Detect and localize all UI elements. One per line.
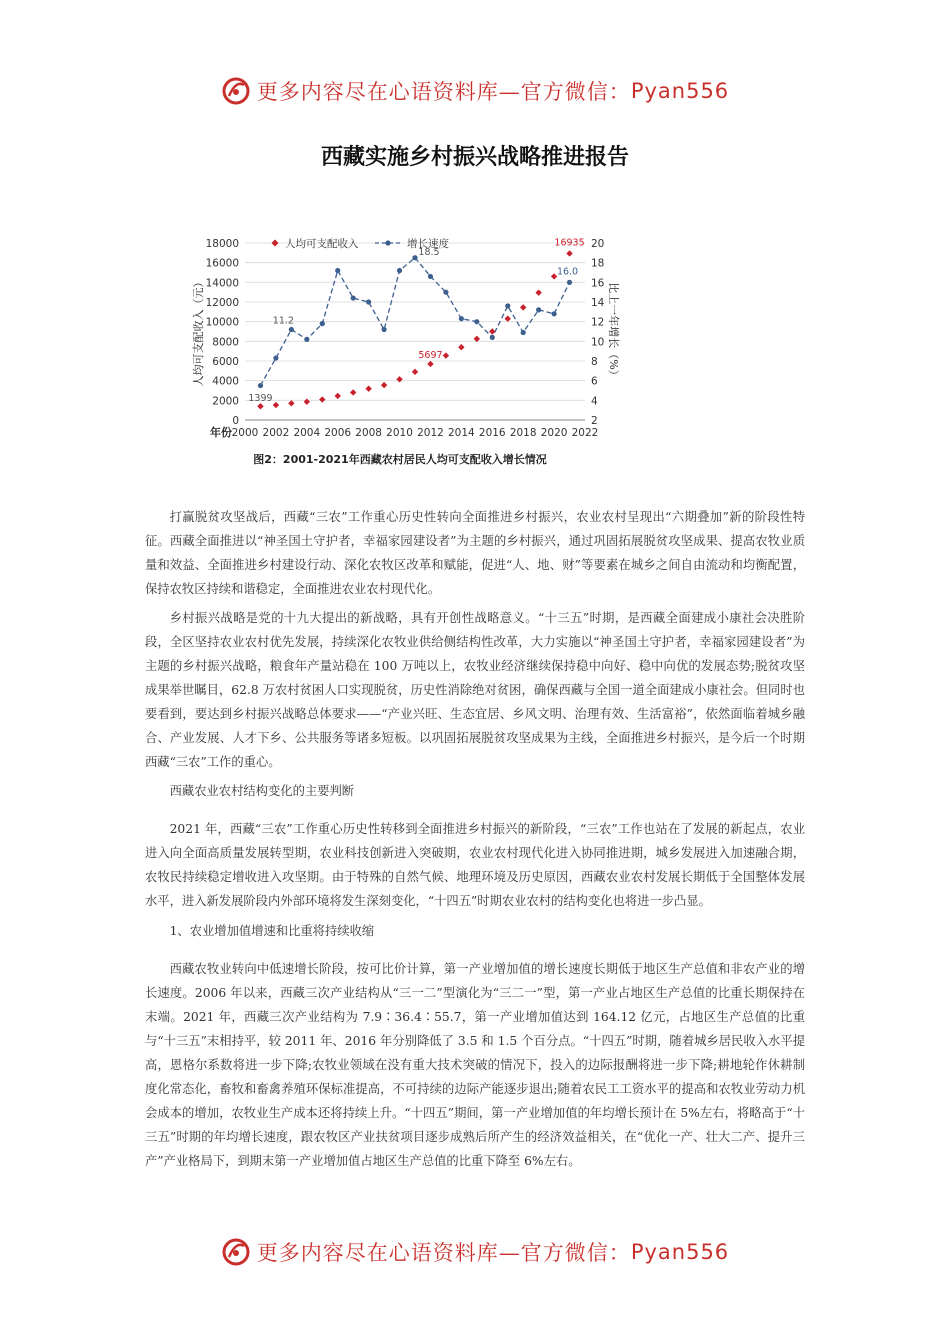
growth-point <box>381 327 386 332</box>
growth-point <box>320 321 325 326</box>
legend-income-label: 人均可支配收入 <box>285 238 359 250</box>
income-point <box>381 382 387 388</box>
income-point <box>396 376 402 382</box>
income-point <box>520 304 526 310</box>
income-point <box>365 386 371 392</box>
growth-point <box>521 330 526 335</box>
x-tick-label: 2014 <box>447 427 475 439</box>
income-point <box>505 316 511 322</box>
x-tick-label: 2002 <box>262 427 290 439</box>
left-tick-label: 12000 <box>205 297 239 309</box>
section-heading: 西藏农业农村结构变化的主要判断 <box>169 784 355 798</box>
growth-point <box>335 268 340 273</box>
left-tick-label: 0 <box>232 415 239 427</box>
income-growth-chart <box>190 228 620 473</box>
x-tick-label: 2008 <box>355 427 383 439</box>
x-tick-label: 2010 <box>386 427 413 439</box>
left-tick-label: 10000 <box>205 316 239 329</box>
legend-growth-marker <box>385 240 390 245</box>
right-tick-label: 14 <box>591 297 605 309</box>
banner-text: 更多内容尽在心语资料库—官方微信： <box>256 1241 631 1265</box>
income-point <box>273 402 279 408</box>
growth-point <box>474 319 479 324</box>
income-point <box>443 352 449 358</box>
income-point <box>566 250 572 256</box>
banner-wechat-id: Pyan556 <box>630 79 730 103</box>
data-label: 1399 <box>248 393 273 405</box>
right-tick-label: 20 <box>591 238 605 250</box>
paragraph-judgement: 2021 年，西藏“三农”工作重心历史性转移到全面推进乡村振兴的新阶段，“三农”工作也站在了发展的新起点，农业进入向全面高质量发展转型期，农业科技创新进入突破期，农业农村现代化进入协同推进期，城乡发展进入加速融合期，农牧民持续稳定增收进入攻坚期。由于特殊的自然气候、地理环境及历史原因，西藏农业农村发展长期低于全国整体发展水平，进入新发展阶段内外部环境将发生深刻变化，“十四五”时期农业农村的结构变化也将进一步凸显。 <box>145 822 805 908</box>
right-tick-label: 18 <box>591 257 605 270</box>
x-axis-label: 年份 <box>210 426 232 439</box>
right-tick-label: 2 <box>591 415 598 427</box>
chart-svg <box>190 228 620 473</box>
right-tick-label: 6 <box>591 375 598 388</box>
x-tick-label: 2018 <box>509 427 537 439</box>
growth-point <box>304 337 309 342</box>
subsection-heading: 1、农业增加值增速和比重将持续收缩 <box>169 924 375 938</box>
header-banner <box>0 76 950 106</box>
income-point <box>458 344 464 350</box>
left-tick-label: 16000 <box>205 257 239 270</box>
legend-growth-label: 增长速度 <box>407 238 449 250</box>
income-point <box>350 389 356 395</box>
paragraph-intro: 打赢脱贫攻坚战后，西藏“三农”工作重心历史性转向全面推进乡村振兴，农业农村呈现出“六期叠加”新的阶段性特征。西藏全面推进以“神圣国土守护者，幸福家园建设者”为主题的乡村振兴，通过巩固拓展脱贫攻坚成果、提高农牧业质量和效益、全面推进乡村建设行动、深化农牧区改革和赋能，促进“人、地、财”等要素在城乡之间自由流动和均衡配置，保持农牧区持续和谐稳定，全面推进农业农村现代化。 <box>145 510 805 596</box>
growth-point <box>443 290 448 295</box>
growth-point <box>567 280 572 285</box>
growth-point <box>351 295 356 300</box>
growth-point <box>428 274 433 279</box>
income-point <box>412 369 418 375</box>
x-tick-label: 2022 <box>571 427 599 439</box>
left-tick-label: 8000 <box>212 336 239 349</box>
left-tick-label: 14000 <box>205 277 239 290</box>
right-tick-label: 4 <box>591 395 598 408</box>
income-point <box>288 400 294 406</box>
data-label: 16.0 <box>556 266 579 278</box>
left-axis-label: 人均可支配收入（元） <box>192 276 205 387</box>
growth-point <box>551 311 556 316</box>
income-point <box>319 396 325 402</box>
left-tick-label: 2000 <box>212 395 239 408</box>
x-tick-label: 2020 <box>540 427 568 439</box>
left-tick-label: 6000 <box>212 356 239 368</box>
income-point <box>489 328 495 334</box>
right-axis-label: 比上一年增长（%） <box>607 282 620 381</box>
x-tick-label: 2004 <box>293 427 321 439</box>
brand-logo-icon <box>221 1237 251 1267</box>
paragraph-growth: 西藏农牧业转向中低速增长阶段，按可比价计算，第一产业增加值的增长速度长期低于地区生产总值和非农产业的增长速度。2006 年以来，西藏三次产业结构从“三一二”型演化为“三二一”型，第一产业占地区生产总值的比重长期保持在末端。2021 年，西藏三次产业结构为 7.9∶36.4∶55.7，第一产业增加值达到 164.12 亿元，占地区生产总值的比重与“十三五”末相持平，较 2011 年、2016 年分别降低了 3.5 和 1.5 个百分点。“十四五”时期，随着城乡居民收入水平提高，恩格尔系数将进一步下降;农牧业领域在没有重大技术突破的情况下，投入的边际报酬将进一步下降;耕地轮作休耕制度化常态化，畜牧和畜禽养殖环保标准提高，不可持续的边际产能逐步退出;随着农民工工资水平的提高和农牧业劳动力机会成本的增加，农牧业生产成本还将持续上升。“十四五”期间，第一产业增加值的年均增长预计在 5%左右，将略高于“十三五”时期的年均增长速度，跟农牧区产业扶贫项目逐步成熟后所产生的经济效益相关，在“优化一产、壮大二产、提升三产”产业格局下，到期末第一产业增加值占地区生产总值的比重下降至 6%左右。 <box>145 962 805 1168</box>
income-point <box>535 289 541 295</box>
left-tick-label: 4000 <box>212 375 239 388</box>
growth-point <box>397 268 402 273</box>
legend-income-marker <box>272 240 279 247</box>
x-tick-label: 2000 <box>231 427 259 439</box>
growth-point <box>366 299 371 304</box>
banner-text: 更多内容尽在心语资料库—官方微信： <box>256 80 631 104</box>
right-tick-label: 8 <box>591 356 598 368</box>
x-tick-label: 2016 <box>478 427 506 439</box>
document-title: 西藏实施乡村振兴战略推进报告 <box>320 145 629 170</box>
right-tick-label: 10 <box>591 336 605 349</box>
growth-point <box>505 303 510 308</box>
growth-point <box>258 383 263 388</box>
data-label: 11.2 <box>272 315 294 327</box>
growth-point <box>459 316 464 321</box>
chart-canvas <box>190 228 620 473</box>
data-label: 18.5 <box>418 246 440 258</box>
banner-wechat-id: Pyan556 <box>630 1240 730 1264</box>
right-tick-label: 12 <box>591 316 605 329</box>
data-label: 16935 <box>554 237 585 249</box>
paragraph-strategy: 乡村振兴战略是党的十九大提出的新战略，具有开创性战略意义。“十三五”时期，是西藏全面建成小康社会决胜阶段，全区坚持农业农村优先发展，持续深化农牧业供给侧结构性改革，大力实施以“神圣国土守护者，幸福家园建设者”为主题的乡村振兴战略，粮食年产量站稳在 100 万吨以上，农牧业经济继续保持稳中向好、稳中向优的发展态势;脱贫攻坚成果举世瞩目，62.8 万农村贫困人口实现脱贫，历史性消除绝对贫困，确保西藏与全国一道全面建成小康社会。但同时也要看到，要达到乡村振兴战略总体要求——“产业兴旺、生态宜居、乡风文明、治理有效、生活富裕”，依然面临着城乡融合、产业发展、人才下乡、公共服务等诸多短板。以巩固拓展脱贫攻坚成果为主线，全面推进乡村振兴，是今后一个时期西藏“三农”工作的重心。 <box>145 611 805 769</box>
right-tick-label: 16 <box>591 277 605 290</box>
footer-banner <box>0 1237 950 1267</box>
body-content <box>145 505 805 1178</box>
chart-caption: 图2：2001-2021年西藏农村居民人均可支配收入增长情况 <box>253 453 547 466</box>
brand-logo-icon <box>221 76 251 106</box>
income-point <box>335 393 341 399</box>
income-point <box>304 399 310 405</box>
growth-point <box>536 307 541 312</box>
income-point <box>427 361 433 367</box>
growth-point <box>490 335 495 340</box>
x-tick-label: 2012 <box>417 427 444 439</box>
growth-point <box>412 255 417 260</box>
growth-point <box>273 355 278 360</box>
growth-point <box>289 327 294 332</box>
data-label: 5697 <box>418 349 443 361</box>
x-tick-label: 2006 <box>324 427 352 439</box>
left-tick-label: 18000 <box>205 238 239 250</box>
